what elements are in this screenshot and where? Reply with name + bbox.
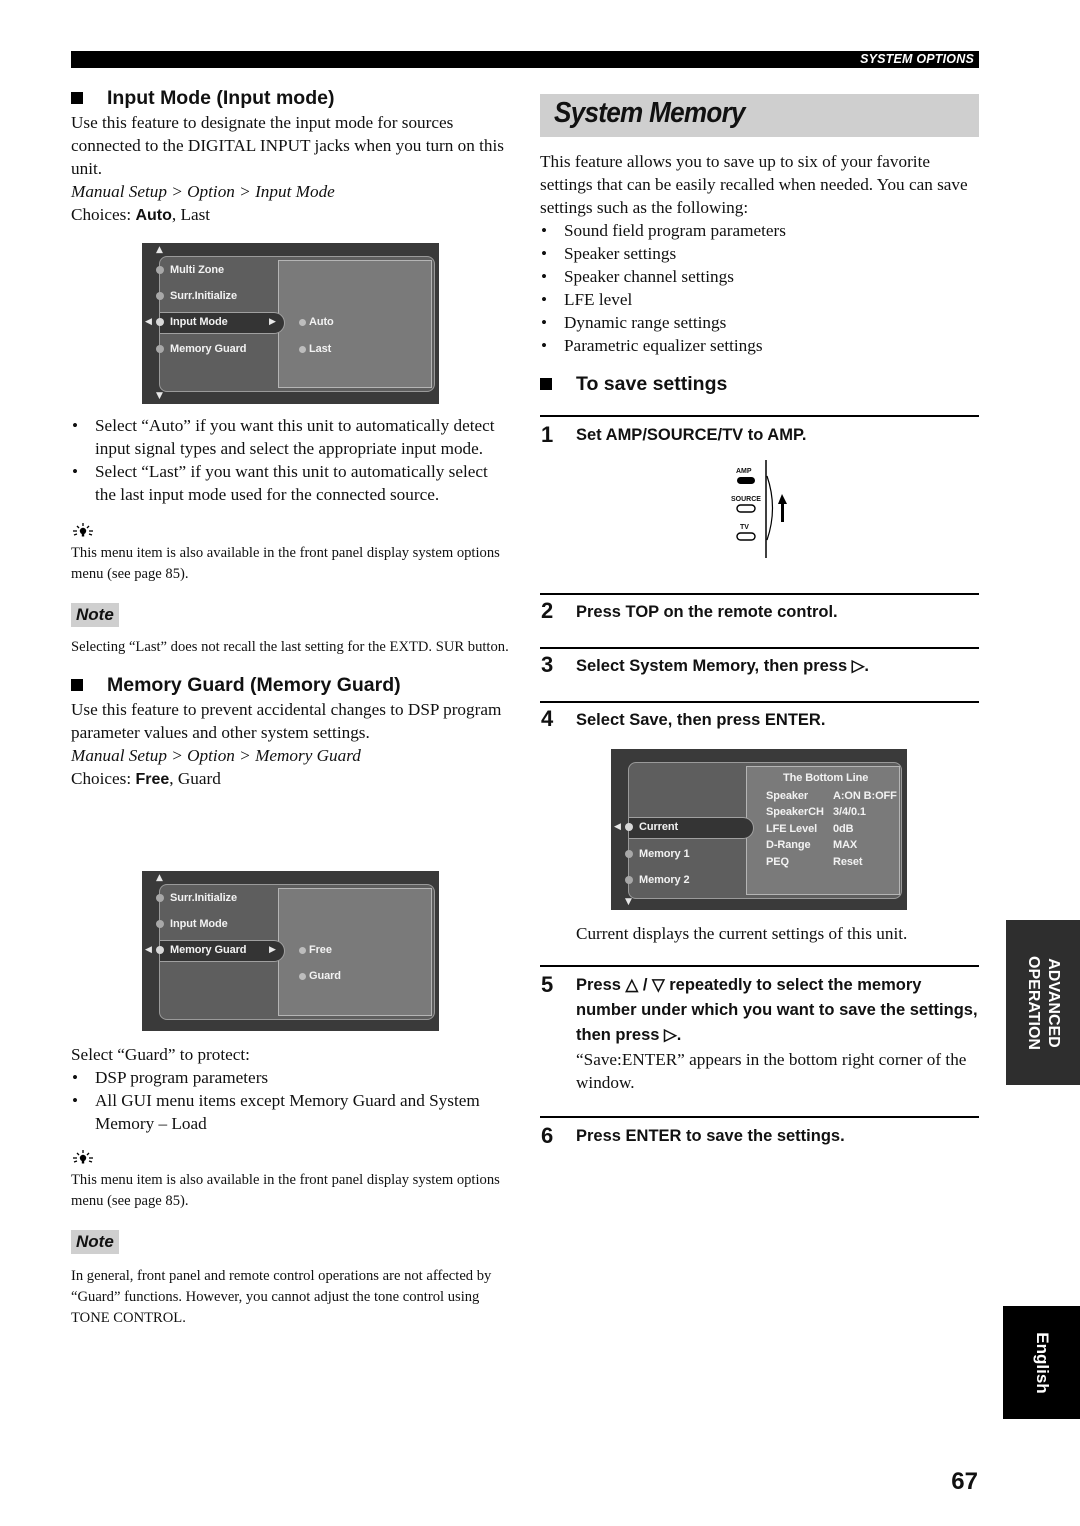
bullet-item: • LFE level	[540, 288, 979, 311]
bullet-item: • All GUI menu items except Memory Guard and System Memory – Load	[71, 1089, 511, 1135]
osd-memory-guard	[142, 871, 439, 1031]
setting-label: Speaker	[766, 790, 809, 802]
choice-rest: , Last	[171, 205, 211, 224]
step-detail: “Save:ENTER” appears in the bottom right corner of the window.	[576, 1050, 967, 1092]
menu-dot-selected	[625, 823, 633, 831]
input-mode-heading	[71, 85, 511, 111]
setting-label: SpeakerCH	[766, 806, 824, 818]
scroll-down-icon: ▼	[156, 391, 163, 401]
right-arrow-icon: ▶	[269, 945, 276, 955]
heading-text: Input Mode (Input mode)	[107, 87, 335, 109]
left-arrow-icon: ◀	[614, 822, 621, 832]
setting-value: A:ON B:OFF	[833, 790, 897, 802]
square-bullet-icon	[540, 378, 552, 390]
bullet-item: • Select “Last” if you want this unit to automatically select the last input mode used for the connected source.	[71, 460, 511, 506]
switch-label-tv: TV	[740, 524, 749, 531]
square-bullet-icon	[71, 679, 83, 691]
switch-label-source: SOURCE	[731, 496, 761, 503]
language-label: English	[1032, 1331, 1052, 1394]
step-4	[540, 701, 979, 733]
step-text: Press ENTER to save the settings.	[576, 1127, 845, 1145]
option-item[interactable]: Last	[309, 343, 332, 355]
step-text: Press △ / ▽ repeatedly to select the memory number under which you want to save the settings, then press ▷.	[576, 976, 978, 1044]
menu-dot	[625, 876, 633, 884]
menu-item[interactable]: Surr.Initialize	[170, 290, 237, 302]
bullet-item: • Dynamic range settings	[540, 311, 979, 334]
input-mode-details	[71, 414, 511, 791]
menu-dot	[156, 920, 164, 928]
note-label: Note	[71, 1230, 119, 1254]
step-text: Set AMP/SOURCE/TV to AMP.	[576, 426, 807, 444]
lightbulb-icon	[71, 522, 95, 538]
switch-label-amp: AMP	[736, 468, 752, 475]
menu-dot	[156, 894, 164, 902]
menu-dot	[625, 850, 633, 858]
up-arrow-icon	[778, 494, 787, 522]
menu-item[interactable]: Memory Guard	[170, 343, 247, 355]
system-memory-intro: This feature allows you to save up to six of your favorite settings that can be easily recalled when needed. You can save settings such as the following:	[540, 152, 968, 217]
right-arrow-icon: ▶	[269, 317, 276, 327]
memory-guard-description: Use this feature to prevent accidental changes to DSP program parameter values and other system settings.	[71, 700, 502, 742]
input-mode-choices	[71, 203, 511, 227]
tab-line-2: OPERATION	[1025, 955, 1042, 1050]
language-tab[interactable]	[1003, 1306, 1080, 1419]
menu-item[interactable]: Surr.Initialize	[170, 892, 237, 904]
memory-guard-heading	[71, 672, 511, 698]
step-number: 6	[541, 1123, 554, 1148]
input-mode-description: Use this feature to designate the input mode for sources connected to the DIGITAL INPUT jacks when you turn on this unit.	[71, 113, 504, 178]
osd-caption: Current displays the current settings of this unit.	[576, 924, 908, 943]
page-title: System Memory	[554, 97, 745, 129]
setting-value: Reset	[833, 856, 863, 868]
option-dot	[299, 319, 306, 326]
memory-guard-details	[71, 1043, 511, 1329]
step-number: 3	[541, 652, 554, 677]
step-number: 5	[541, 972, 554, 997]
scroll-up-icon: ▲	[156, 873, 163, 883]
memory-guard-note: In general, front panel and remote control operations are not affected by “Guard” functions. However, you cannot adjust the tone control using TONE CONTROL.	[71, 1268, 492, 1326]
left-column	[71, 85, 511, 227]
memory-guard-bullets	[71, 1066, 511, 1135]
note-label: Note	[71, 603, 119, 627]
input-mode-bullets	[71, 414, 511, 506]
setting-label: LFE Level	[766, 823, 818, 835]
tab-line-1: ADVANCED	[1045, 957, 1062, 1048]
menu-item-selected[interactable]: Current	[639, 821, 679, 833]
bullet-item: • DSP program parameters	[71, 1066, 511, 1089]
left-arrow-icon: ◀	[145, 317, 152, 327]
bullet-item: • Parametric equalizer settings	[540, 334, 979, 357]
input-mode-tip: This menu item is also available in the front panel display system options menu (see page 85).	[71, 545, 500, 582]
scroll-up-icon: ▲	[156, 245, 163, 255]
option-item[interactable]: Free	[309, 944, 332, 956]
memory-guard-tip: This menu item is also available in the front panel display system options menu (see page 85).	[71, 1172, 500, 1209]
left-arrow-icon: ◀	[145, 945, 152, 955]
menu-item[interactable]: Input Mode	[170, 918, 228, 930]
input-mode-note: Selecting “Last” does not recall the last setting for the EXTD. SUR button.	[71, 639, 509, 655]
option-item[interactable]: Auto	[309, 316, 334, 328]
menu-dot-selected	[156, 946, 164, 954]
menu-dot-selected	[156, 318, 164, 326]
bullet-item: • Select “Auto” if you want this unit to automatically detect input signal types and select the appropriate input mode.	[71, 414, 511, 460]
setting-value: MAX	[833, 839, 858, 851]
heading-text: Memory Guard (Memory Guard)	[107, 674, 401, 696]
input-mode-path: Manual Setup > Option > Input Mode	[71, 182, 335, 201]
option-dot	[299, 346, 306, 353]
step-6	[540, 1116, 979, 1149]
menu-item-selected[interactable]: Input Mode	[170, 316, 228, 328]
panel-title: The Bottom Line	[783, 772, 869, 784]
setting-label: D-Range	[766, 839, 811, 851]
scroll-down-icon: ▼	[625, 897, 632, 907]
menu-item[interactable]: Memory 1	[639, 848, 690, 860]
system-memory-title-band	[540, 94, 979, 137]
menu-item-selected[interactable]: Memory Guard	[170, 944, 247, 956]
bullet-item: • Speaker settings	[540, 242, 979, 265]
section-label: SYSTEM OPTIONS	[860, 52, 974, 66]
menu-item[interactable]: Multi Zone	[170, 264, 224, 276]
step-text: Select Save, then press ENTER.	[576, 711, 826, 729]
step-2	[540, 593, 979, 625]
option-item[interactable]: Guard	[309, 970, 341, 982]
option-dot	[299, 947, 306, 954]
step-1	[540, 415, 979, 448]
choice-default: Auto	[135, 207, 172, 224]
lightbulb-icon	[71, 1149, 95, 1165]
step-number: 4	[541, 706, 554, 731]
menu-dot	[156, 266, 164, 274]
step-3	[540, 647, 979, 679]
bullet-item: • Speaker channel settings	[540, 265, 979, 288]
saveable-settings-list	[540, 219, 979, 357]
osd-input-mode	[142, 243, 439, 404]
save-settings-heading	[540, 371, 979, 397]
osd-system-memory	[611, 749, 907, 910]
option-dot	[299, 973, 306, 980]
step-text: Press TOP on the remote control.	[576, 603, 838, 621]
choices-label: Choices:	[71, 769, 136, 788]
choices-label: Choices:	[71, 205, 136, 224]
menu-dot	[156, 345, 164, 353]
step-text: Select System Memory, then press ▷.	[576, 657, 869, 675]
page-number: 67	[951, 1468, 978, 1495]
section-header-bar	[71, 51, 979, 68]
choice-default: Free	[135, 771, 170, 788]
advanced-operation-tab[interactable]	[1006, 920, 1080, 1085]
setting-label: PEQ	[766, 856, 789, 868]
setting-value: 3/4/0.1	[833, 806, 866, 818]
step-5	[540, 965, 979, 1094]
step-number: 2	[541, 598, 554, 623]
setting-value: 0dB	[833, 823, 854, 835]
menu-item[interactable]: Memory 2	[639, 874, 690, 886]
memory-guard-choices	[71, 767, 511, 791]
menu-dot	[156, 292, 164, 300]
square-bullet-icon	[71, 92, 83, 104]
right-column	[540, 94, 979, 397]
amp-source-tv-switch	[726, 458, 796, 560]
heading-text: To save settings	[576, 373, 728, 395]
memory-guard-path: Manual Setup > Option > Memory Guard	[71, 746, 361, 765]
choice-rest: , Guard	[169, 769, 221, 788]
step-number: 1	[541, 422, 554, 447]
bullet-item: • Sound field program parameters	[540, 219, 979, 242]
protect-intro: Select “Guard” to protect:	[71, 1045, 250, 1064]
